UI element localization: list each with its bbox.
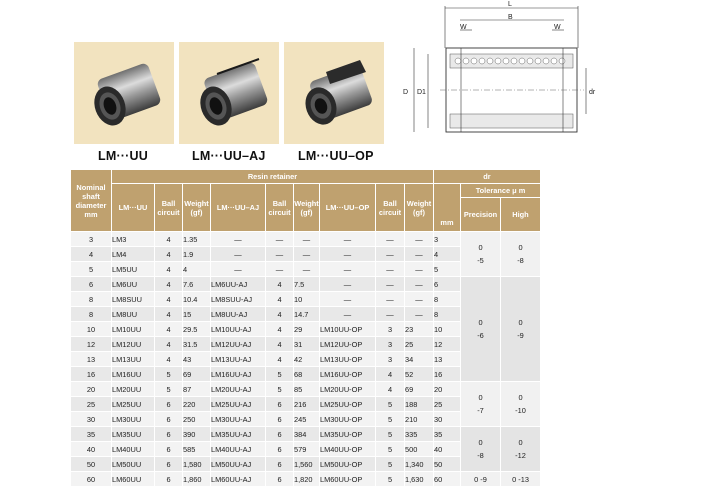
tolerance-precision-group-5: 0 -9 <box>461 472 501 487</box>
cell-weight-op: 500 <box>405 442 434 457</box>
dim-L: L <box>508 1 512 8</box>
cell-weight-uu: 15 <box>183 307 211 322</box>
cell-weight-uu: 31.5 <box>183 337 211 352</box>
cell-weight-aj: 1,820 <box>294 472 320 487</box>
cell-model-aj: — <box>211 232 266 247</box>
cell-weight-op: 52 <box>405 367 434 382</box>
cell-nominal: 30 <box>71 412 112 427</box>
cell-weight-aj: 1,560 <box>294 457 320 472</box>
cell-nominal: 20 <box>71 382 112 397</box>
cell-dr-mm: 60 <box>434 472 461 487</box>
cell-ball-aj: — <box>266 232 294 247</box>
cell-weight-uu: 29.5 <box>183 322 211 337</box>
cell-model-uu: LM8SUU <box>112 292 155 307</box>
dim-dr: dr <box>589 89 596 96</box>
cell-model-uu: LM6UU <box>112 277 155 292</box>
cell-weight-uu: 1,580 <box>183 457 211 472</box>
cell-nominal: 10 <box>71 322 112 337</box>
cell-weight-op: — <box>405 307 434 322</box>
cell-ball-uu: 4 <box>155 337 183 352</box>
dim-D: D <box>403 89 409 96</box>
cell-model-op: LM60UU-OP <box>320 472 376 487</box>
cell-model-aj: LM60UU-AJ <box>211 472 266 487</box>
product-photo-uu-op <box>284 42 384 144</box>
header-weight-aj: Weight (gf) <box>294 184 320 232</box>
cell-model-uu: LM10UU <box>112 322 155 337</box>
cell-model-op: LM16UU-OP <box>320 367 376 382</box>
cell-weight-aj: 29 <box>294 322 320 337</box>
tolerance-high-group-1: 0 -8 <box>501 232 541 277</box>
cell-model-uu: LM4 <box>112 247 155 262</box>
cell-model-aj: LM16UU-AJ <box>211 367 266 382</box>
cell-model-op: LM30UU-OP <box>320 412 376 427</box>
product-photo-uu <box>74 42 174 144</box>
cell-dr-mm: 6 <box>434 277 461 292</box>
cell-model-op: LM13UU-OP <box>320 352 376 367</box>
cell-ball-uu: 4 <box>155 322 183 337</box>
cell-model-aj: LM50UU-AJ <box>211 457 266 472</box>
cell-dr-mm: 25 <box>434 397 461 412</box>
dim-W-left: W <box>460 24 467 31</box>
cell-weight-aj: 68 <box>294 367 320 382</box>
header-weight-uu: Weight (gf) <box>183 184 211 232</box>
cell-ball-uu: 4 <box>155 277 183 292</box>
cell-weight-aj: 42 <box>294 352 320 367</box>
cell-model-uu: LM25UU <box>112 397 155 412</box>
spec-table <box>70 169 541 487</box>
cell-ball-op: 5 <box>376 412 405 427</box>
cell-dr-mm: 12 <box>434 337 461 352</box>
header-ball-circuit-uu: Ball circuit <box>155 184 183 232</box>
cell-dr-mm: 8 <box>434 292 461 307</box>
cell-model-op: — <box>320 277 376 292</box>
caption-uu: LM···UU <box>98 149 148 163</box>
tolerance-high-group-5: 0 -13 <box>501 472 541 487</box>
cell-model-aj: LM13UU-AJ <box>211 352 266 367</box>
cell-ball-op: — <box>376 277 405 292</box>
cell-model-uu: LM5UU <box>112 262 155 277</box>
cell-model-op: — <box>320 262 376 277</box>
header-nominal-shaft: Nominal shaft diameter mm <box>71 170 112 232</box>
cell-ball-aj: 4 <box>266 352 294 367</box>
header-resin-retainer: Resin retainer <box>112 170 434 184</box>
header-precision: Precision <box>461 198 501 232</box>
cell-weight-op: 1,630 <box>405 472 434 487</box>
cell-nominal: 13 <box>71 352 112 367</box>
cell-weight-op: — <box>405 262 434 277</box>
cell-weight-op: 188 <box>405 397 434 412</box>
cell-ball-aj: 5 <box>266 367 294 382</box>
product-photo-uu-aj <box>179 42 279 144</box>
cell-ball-op: 5 <box>376 427 405 442</box>
cell-model-aj: LM8UU-AJ <box>211 307 266 322</box>
cell-model-aj: LM8SUU-AJ <box>211 292 266 307</box>
cell-ball-aj: 4 <box>266 277 294 292</box>
cell-model-uu: LM20UU <box>112 382 155 397</box>
cell-ball-aj: 6 <box>266 442 294 457</box>
cell-nominal: 40 <box>71 442 112 457</box>
cell-weight-uu: 1.35 <box>183 232 211 247</box>
cell-weight-aj: 245 <box>294 412 320 427</box>
cell-dr-mm: 50 <box>434 457 461 472</box>
cell-model-aj: LM30UU-AJ <box>211 412 266 427</box>
bearing-drawing <box>400 0 610 150</box>
header-dr: dr <box>434 170 541 184</box>
caption-uu-op: LM···UU–OP <box>298 149 374 163</box>
table-row <box>71 472 541 487</box>
tolerance-high-group-3: 0 -10 <box>501 382 541 427</box>
cell-model-uu: LM8UU <box>112 307 155 322</box>
cell-ball-uu: 4 <box>155 292 183 307</box>
cell-weight-uu: 220 <box>183 397 211 412</box>
cell-weight-aj: 216 <box>294 397 320 412</box>
cell-model-uu: LM35UU <box>112 427 155 442</box>
cell-weight-aj: 384 <box>294 427 320 442</box>
tolerance-high-group-4: 0 -12 <box>501 427 541 472</box>
caption-uu-aj: LM···UU–AJ <box>192 149 266 163</box>
cell-ball-uu: 6 <box>155 442 183 457</box>
cell-nominal: 50 <box>71 457 112 472</box>
tolerance-precision-group-3: 0 -7 <box>461 382 501 427</box>
cell-ball-aj: 4 <box>266 322 294 337</box>
cell-ball-uu: 4 <box>155 262 183 277</box>
header-weight-op: Weight (gf) <box>405 184 434 232</box>
cell-nominal: 25 <box>71 397 112 412</box>
cell-weight-uu: 1,860 <box>183 472 211 487</box>
cell-ball-aj: 5 <box>266 382 294 397</box>
cell-model-op: LM12UU-OP <box>320 337 376 352</box>
cell-model-aj: LM40UU-AJ <box>211 442 266 457</box>
tolerance-precision-group-1: 0 -5 <box>461 232 501 277</box>
cell-weight-op: 25 <box>405 337 434 352</box>
cell-ball-aj: 6 <box>266 397 294 412</box>
cell-model-aj: LM25UU-AJ <box>211 397 266 412</box>
cell-weight-op: — <box>405 277 434 292</box>
cell-nominal: 8 <box>71 292 112 307</box>
cell-nominal: 60 <box>71 472 112 487</box>
cell-weight-uu: 69 <box>183 367 211 382</box>
cell-dr-mm: 30 <box>434 412 461 427</box>
cell-ball-op: — <box>376 307 405 322</box>
header-lm-uu-aj: LM···UU–AJ <box>211 184 266 232</box>
cell-model-uu: LM30UU <box>112 412 155 427</box>
cell-ball-op: 4 <box>376 382 405 397</box>
table-row <box>71 382 541 397</box>
cell-weight-op: 69 <box>405 382 434 397</box>
cell-nominal: 35 <box>71 427 112 442</box>
cell-ball-aj: — <box>266 247 294 262</box>
cell-dr-mm: 13 <box>434 352 461 367</box>
cell-weight-aj: 14.7 <box>294 307 320 322</box>
cell-model-op: LM20UU-OP <box>320 382 376 397</box>
cell-model-op: LM40UU-OP <box>320 442 376 457</box>
cell-ball-aj: 6 <box>266 412 294 427</box>
cell-weight-aj: 31 <box>294 337 320 352</box>
cell-dr-mm: 40 <box>434 442 461 457</box>
dim-W-right: W <box>554 24 561 31</box>
cell-ball-uu: 6 <box>155 472 183 487</box>
cell-weight-op: — <box>405 232 434 247</box>
cell-ball-op: 5 <box>376 397 405 412</box>
cell-model-op: — <box>320 307 376 322</box>
cell-ball-uu: 6 <box>155 412 183 427</box>
cell-weight-aj: — <box>294 262 320 277</box>
cell-ball-uu: 5 <box>155 367 183 382</box>
tolerance-high-group-2: 0 -9 <box>501 277 541 382</box>
header-tolerance: Tolerance μ m <box>461 184 541 198</box>
cell-weight-uu: 4 <box>183 262 211 277</box>
cell-ball-uu: 6 <box>155 397 183 412</box>
cell-dr-mm: 16 <box>434 367 461 382</box>
cell-model-uu: LM60UU <box>112 472 155 487</box>
cell-ball-op: — <box>376 247 405 262</box>
cell-model-aj: — <box>211 247 266 262</box>
cell-weight-uu: 7.6 <box>183 277 211 292</box>
cell-model-uu: LM13UU <box>112 352 155 367</box>
header-lm-uu-op: LM···UU–OP <box>320 184 376 232</box>
cell-ball-aj: 4 <box>266 307 294 322</box>
cell-model-aj: LM20UU-AJ <box>211 382 266 397</box>
cell-dr-mm: 20 <box>434 382 461 397</box>
cell-model-aj: LM6UU-AJ <box>211 277 266 292</box>
cell-nominal: 16 <box>71 367 112 382</box>
cell-weight-aj: — <box>294 247 320 262</box>
cell-dr-mm: 8 <box>434 307 461 322</box>
cell-ball-aj: 6 <box>266 457 294 472</box>
header-mm: mm <box>434 184 461 232</box>
cell-model-uu: LM3 <box>112 232 155 247</box>
cell-model-op: — <box>320 232 376 247</box>
header-ball-circuit-op: Ball circuit <box>376 184 405 232</box>
table-row <box>71 427 541 442</box>
header-high: High <box>501 198 541 232</box>
dim-B: B <box>508 14 513 21</box>
cell-model-uu: LM12UU <box>112 337 155 352</box>
cell-ball-op: 5 <box>376 472 405 487</box>
cell-weight-op: 335 <box>405 427 434 442</box>
cell-nominal: 12 <box>71 337 112 352</box>
cell-weight-uu: 10.4 <box>183 292 211 307</box>
cell-ball-op: 3 <box>376 352 405 367</box>
cell-model-op: — <box>320 247 376 262</box>
cell-model-op: — <box>320 292 376 307</box>
cell-dr-mm: 5 <box>434 262 461 277</box>
cell-weight-op: 1,340 <box>405 457 434 472</box>
cell-ball-op: 4 <box>376 367 405 382</box>
cell-dr-mm: 4 <box>434 247 461 262</box>
cell-weight-uu: 390 <box>183 427 211 442</box>
cell-model-aj: — <box>211 262 266 277</box>
cell-ball-op: 5 <box>376 457 405 472</box>
cell-ball-op: — <box>376 232 405 247</box>
cell-model-op: LM50UU-OP <box>320 457 376 472</box>
cell-weight-uu: 250 <box>183 412 211 427</box>
cell-weight-aj: 85 <box>294 382 320 397</box>
cell-ball-op: — <box>376 292 405 307</box>
table-row <box>71 232 541 247</box>
cell-ball-uu: 6 <box>155 457 183 472</box>
cell-weight-op: — <box>405 247 434 262</box>
cell-ball-op: 5 <box>376 442 405 457</box>
cell-weight-uu: 1.9 <box>183 247 211 262</box>
cell-ball-aj: 6 <box>266 472 294 487</box>
cell-weight-uu: 585 <box>183 442 211 457</box>
cell-model-aj: LM35UU-AJ <box>211 427 266 442</box>
cell-ball-uu: 4 <box>155 247 183 262</box>
cell-ball-uu: 5 <box>155 382 183 397</box>
table-row <box>71 277 541 292</box>
tolerance-precision-group-4: 0 -8 <box>461 427 501 472</box>
cell-ball-op: 3 <box>376 322 405 337</box>
cell-nominal: 5 <box>71 262 112 277</box>
cell-ball-aj: — <box>266 262 294 277</box>
cell-model-uu: LM50UU <box>112 457 155 472</box>
cell-ball-aj: 4 <box>266 292 294 307</box>
cell-ball-uu: 4 <box>155 232 183 247</box>
cell-nominal: 8 <box>71 307 112 322</box>
cell-model-aj: LM12UU-AJ <box>211 337 266 352</box>
header-lm-uu: LM···UU <box>112 184 155 232</box>
cell-nominal: 4 <box>71 247 112 262</box>
cell-model-op: LM25UU-OP <box>320 397 376 412</box>
dim-D1: D1 <box>417 89 426 96</box>
cell-model-op: LM35UU-OP <box>320 427 376 442</box>
cell-model-op: LM10UU-OP <box>320 322 376 337</box>
tolerance-precision-group-2: 0 -6 <box>461 277 501 382</box>
header-ball-circuit-aj: Ball circuit <box>266 184 294 232</box>
cell-model-aj: LM10UU-AJ <box>211 322 266 337</box>
cell-nominal: 3 <box>71 232 112 247</box>
cell-weight-uu: 87 <box>183 382 211 397</box>
cell-ball-op: — <box>376 262 405 277</box>
cell-model-uu: LM40UU <box>112 442 155 457</box>
cell-weight-op: 210 <box>405 412 434 427</box>
cell-weight-aj: 10 <box>294 292 320 307</box>
cell-dr-mm: 35 <box>434 427 461 442</box>
cell-weight-uu: 43 <box>183 352 211 367</box>
cell-weight-aj: 7.5 <box>294 277 320 292</box>
cell-ball-op: 3 <box>376 337 405 352</box>
cell-nominal: 6 <box>71 277 112 292</box>
cell-ball-aj: 6 <box>266 427 294 442</box>
cell-weight-op: 34 <box>405 352 434 367</box>
cell-weight-aj: 579 <box>294 442 320 457</box>
cell-dr-mm: 3 <box>434 232 461 247</box>
cell-weight-op: 23 <box>405 322 434 337</box>
cell-ball-aj: 4 <box>266 337 294 352</box>
cell-weight-op: — <box>405 292 434 307</box>
cell-model-uu: LM16UU <box>112 367 155 382</box>
cell-weight-aj: — <box>294 232 320 247</box>
cell-ball-uu: 4 <box>155 307 183 322</box>
cell-ball-uu: 4 <box>155 352 183 367</box>
cell-dr-mm: 10 <box>434 322 461 337</box>
cell-ball-uu: 6 <box>155 427 183 442</box>
